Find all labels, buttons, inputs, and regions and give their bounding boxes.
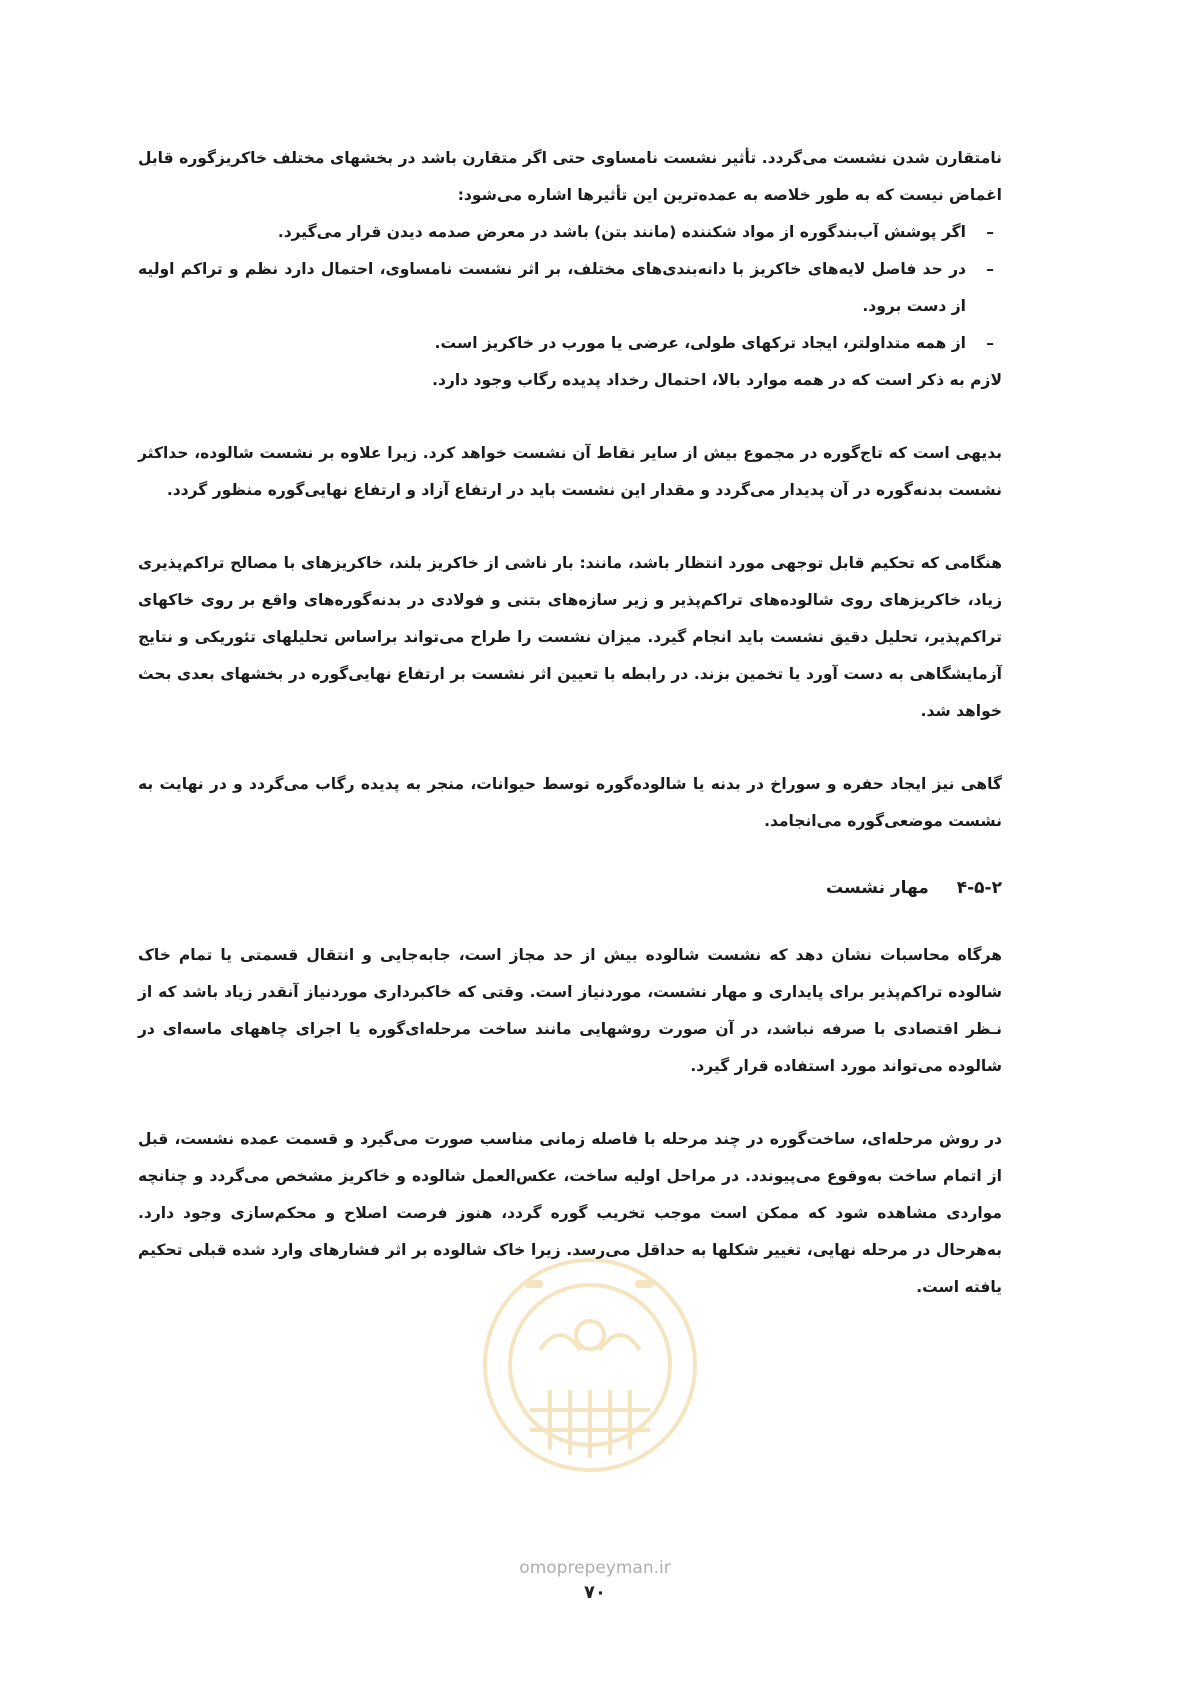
- paragraph-intro: نامتقارن شدن نشست می‌گردد. تأثیر نشست نامساوی حتی اگر متقارن باشد در بخشهای مختلف خاکریزگوره قابل اغماض نیست که به طور خلاصه به عمده‌ترین این تأثیرها اشاره می‌شود:: [138, 149, 1002, 204]
- paragraph-consolidation: هنگامی که تحکیم قابل توجهی مورد انتظار باشد، مانند: بار ناشی از خاکریز بلند، خاکریزهای با مصالح تراکم‌پذیری زیاد، خاکریزهای روی شالوده‌های تراکم‌پذیر و زیر سازه‌های بتنی و فولادی در بدنه‌گوره‌های واقع بر روی خاکهای تراکم‌پذیر، تحلیل دقیق نشست باید انجام گیرد. میزان نشست را طراح می‌تواند براساس تحلیلهای تئوریکی و نتایج آزمایشگاهی به دست آورد یا تخمین بزند. در رابطه با تعیین اثر نشست بر ارتفاع نهایی‌گوره در بخشهای بعدی بحث خواهد شد.: [138, 554, 1002, 720]
- bullet-item: [138, 325, 1002, 362]
- paragraph-note: لازم به ذکر است که در همه موارد بالا، احتمال رخداد پدیده رگاب وجود دارد.: [432, 371, 1002, 389]
- bullet-dash: –: [986, 260, 994, 278]
- paragraph-crest-settlement: بدیهی است که تاج‌گوره در مجموع بیش از سایر نقاط آن نشست خواهد کرد. زیرا علاوه بر نشست شالوده، حداکثر نشست بدنه‌گوره در آن پدیدار می‌گردد و مقدار این نشست باید در ارتفاع آزاد و ارتفاع نهایی‌گوره منظور گردد.: [138, 444, 1002, 499]
- bullet-list: [138, 214, 1002, 362]
- paragraph-staged-construction: در روش مرحله‌ای، ساخت‌گوره در چند مرحله با فاصله زمانی مناسب صورت می‌گیرد و قسمت عمده نشست، قبل از اتمام ساخت به‌وقوع می‌پیوندد. در مراحل اولیه ساخت، عکس‌العمل شالوده و خاکریز مشخص می‌گردد و چنانچه مواردی مشاهده شود که ممکن است موجب تخریب گوره گردد، هنوز فرصت اصلاح و محکم‌سازی وجود دارد. به‌هرحال در مرحله نهایی، تغییر شکلها به حداقل می‌رسد. زیرا خاک شالوده بر اثر فشارهای وارد شده قبلی تحکیم یافته است.: [138, 1130, 1002, 1296]
- paragraph-animal-burrows: گاهی نیز ایجاد حفره و سوراخ در بدنه یا شالوده‌گوره توسط حیوانات، منجر به پدیده رگاب می‌گردد و در نهایت به نشست موضعی‌گوره می‌انجامد.: [138, 775, 1002, 830]
- section-title: مهار نشست: [826, 878, 929, 898]
- spacer: [138, 1085, 1002, 1121]
- spacer: [138, 840, 1002, 870]
- section-heading: [138, 870, 1002, 907]
- bullet-item: [138, 214, 1002, 251]
- page-body: [138, 140, 1002, 1306]
- bullet-dash: –: [986, 334, 994, 352]
- paragraph-settlement-control: هرگاه محاسبات نشان دهد که نشست شالوده بیش از حد مجاز است، جابه‌جایی و انتقال قسمتی یا تمام خاک شالوده تراکم‌پذیر برای پایداری و مهار نشست، موردنیاز است. وقتی که خاکبرداری موردنیاز آنقدر زیاد باشد که از نـظر اقتصادی با صرفه نباشد، در آن صورت روشهایی مانند ساخت مرحله‌ای‌گوره یا اجرای چاههای ماسه‌ای در شالوده می‌تواند مورد استفاده قرار گیرد.: [138, 946, 1002, 1075]
- bullet-text: از همه متداولتر، ایجاد ترکهای طولی، عرضی یا مورب در خاکریز است.: [434, 334, 966, 352]
- section-number: ۴-۵-۲: [956, 878, 1002, 898]
- spacer: [138, 730, 1002, 766]
- bullet-text: در حد فاصل لایه‌های خاکریز با دانه‌بندی‌های مختلف، بر اثر نشست نامساوی، احتمال دارد نظم و تراکم اولیه از دست برود.: [138, 260, 966, 315]
- bullet-text: اگر پوشش آب‌بندگوره از مواد شکننده (مانند بتن) باشد در معرض صدمه دیدن قرار می‌گیرد.: [277, 223, 966, 241]
- bullet-item: [138, 251, 1002, 325]
- bullet-dash: –: [986, 223, 994, 241]
- spacer: [138, 509, 1002, 545]
- spacer: [138, 907, 1002, 937]
- page-number: ۷۰: [584, 1582, 606, 1603]
- spacer: [138, 399, 1002, 435]
- watermark-site-text: omoprepeyman.ir: [519, 1558, 671, 1578]
